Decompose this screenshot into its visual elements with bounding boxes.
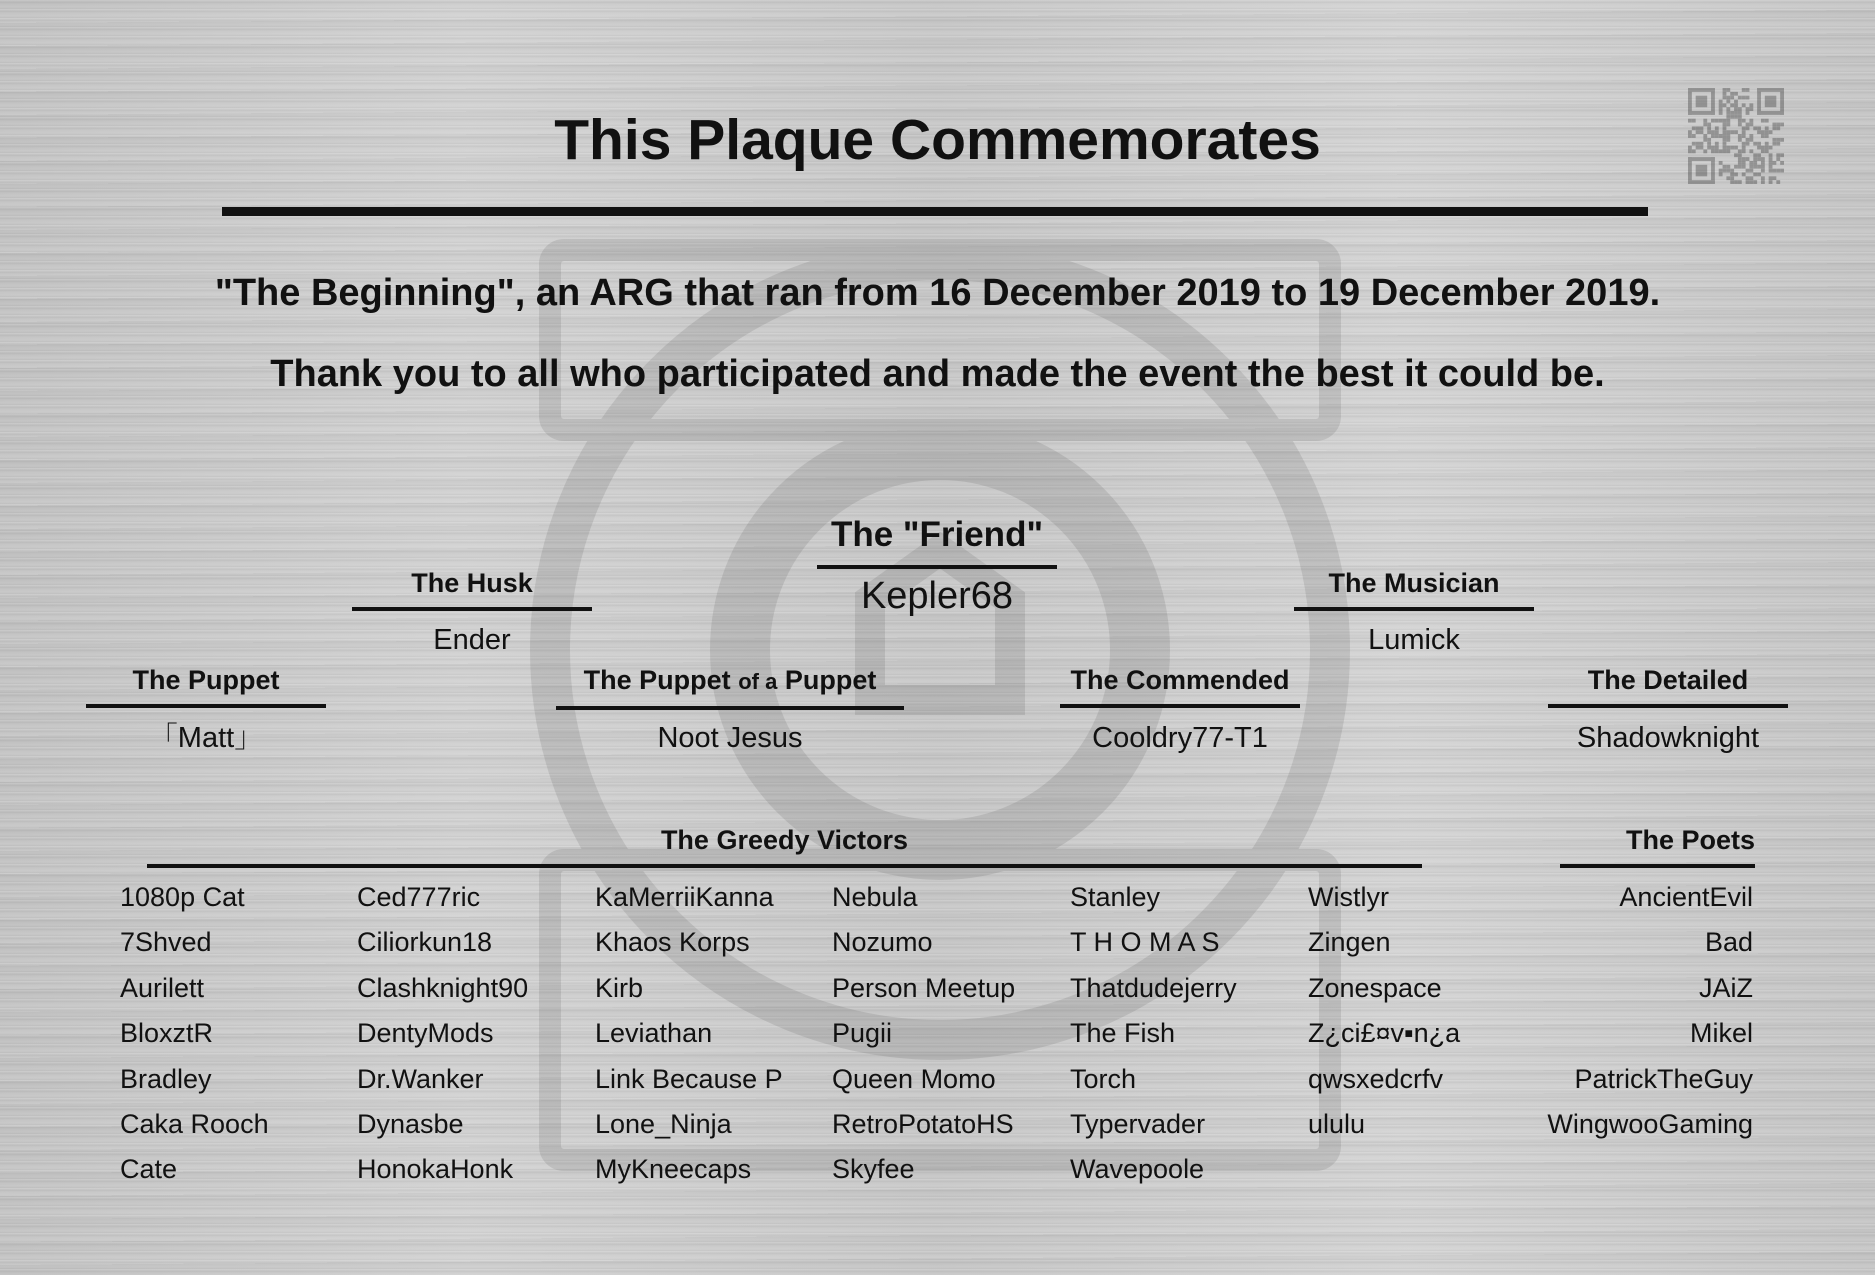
participant-name: Nozumo	[832, 927, 933, 958]
participant-name: Zingen	[1308, 927, 1391, 958]
role-name-musician: Lumick	[1368, 624, 1460, 656]
participant-name: ululu	[1308, 1108, 1366, 1139]
participant-name: Zonespace	[1308, 972, 1442, 1003]
participant-name: Caka Rooch	[120, 1108, 269, 1139]
participant-name: MyKneecaps	[595, 1154, 752, 1185]
role-name-commended: Cooldry77-T1	[1092, 722, 1268, 754]
participant-name: KaMerriiKanna	[595, 882, 774, 912]
role-name-puppet: 「Matt」	[148, 722, 264, 754]
poets-column	[1480, 875, 1753, 1147]
title-divider	[222, 207, 1648, 216]
greedy-victors-column	[120, 875, 269, 1193]
participant-name: Torch	[1070, 1063, 1137, 1094]
role-name-friend: Kepler68	[860, 575, 1014, 617]
section-title-greedy-victors: The Greedy Victors	[147, 823, 1422, 868]
poet-name: WingwooGaming	[1547, 1108, 1753, 1139]
role-title-part: of a	[738, 669, 778, 694]
participant-name: Dynasbe	[357, 1108, 464, 1139]
participant-name: Lone_Ninja	[595, 1108, 732, 1139]
greedy-victors-column	[357, 875, 528, 1193]
participant-name: Thatdudejerry	[1070, 972, 1237, 1003]
role-title-musician: The Musician	[1294, 566, 1534, 611]
participant-name: Z¿ci£¤v▪n¿a	[1308, 1018, 1461, 1049]
poet-name: Mikel	[1689, 1018, 1753, 1049]
greedy-victors-column	[1308, 875, 1460, 1147]
poet-name: Bad	[1704, 927, 1753, 958]
participant-name: Ciliorkun18	[357, 927, 493, 958]
poet-name: PatrickTheGuy	[1574, 1063, 1753, 1094]
participant-name: The Fish	[1070, 1018, 1176, 1049]
participant-name: T H O M A S	[1070, 927, 1220, 958]
participant-name: Nebula	[832, 882, 918, 912]
participant-name: 7Shved	[120, 927, 212, 958]
greedy-victors-column	[832, 875, 1015, 1193]
participant-name: HonokaHonk	[357, 1154, 514, 1185]
participant-name: Dr.Wanker	[357, 1063, 484, 1094]
participant-name: Ced777ric	[357, 882, 481, 912]
participant-name: RetroPotatoHS	[832, 1108, 1014, 1139]
page-title: This Plaque Commemorates	[554, 108, 1321, 172]
participant-name: qwsxedcrfv	[1308, 1063, 1444, 1094]
role-title-husk: The Husk	[352, 566, 592, 611]
role-title-part: Puppet	[784, 665, 877, 695]
participant-name: Skyfee	[832, 1154, 915, 1185]
role-title-puppet-of-a-puppet	[556, 663, 904, 710]
role-name-detailed: Shadowknight	[1576, 722, 1760, 754]
participant-name: Stanley	[1070, 882, 1161, 912]
participant-name: Aurilett	[120, 972, 205, 1003]
participant-name: Bradley	[120, 1063, 212, 1094]
participant-name: Pugii	[832, 1018, 893, 1049]
participant-name: Person Meetup	[832, 972, 1016, 1003]
participant-name: Cate	[120, 1154, 178, 1185]
role-name-husk: Ender	[433, 624, 511, 656]
participant-name: Leviathan	[595, 1018, 713, 1049]
role-title-puppet: The Puppet	[86, 663, 326, 708]
participant-name: BloxztR	[120, 1018, 214, 1049]
section-title-poets: The Poets	[1560, 823, 1755, 868]
poet-name: AncientEvil	[1619, 882, 1753, 912]
thank-you-message: Thank you to all who participated and made the event the best it could be.	[270, 353, 1605, 395]
participant-name: Khaos Korps	[595, 927, 750, 958]
participant-name: DentyMods	[357, 1018, 494, 1049]
role-title-friend: The "Friend"	[817, 515, 1057, 569]
role-title-commended: The Commended	[1060, 663, 1300, 708]
participant-name: Link Because P	[595, 1063, 783, 1094]
greedy-victors-column	[595, 875, 783, 1193]
participant-name: Clashknight90	[357, 972, 529, 1003]
participant-name: Wistlyr	[1308, 882, 1389, 912]
participant-name: Queen Momo	[832, 1063, 996, 1094]
role-title-part: The Puppet	[583, 665, 731, 695]
participant-name: Typervader	[1070, 1108, 1206, 1139]
role-title-detailed: The Detailed	[1548, 663, 1788, 708]
participant-name: 1080p Cat	[120, 882, 245, 912]
participant-name: Kirb	[595, 972, 644, 1003]
participant-name: Wavepoole	[1070, 1154, 1205, 1185]
poet-name: JAiZ	[1699, 972, 1753, 1003]
event-description: "The Beginning", an ARG that ran from 16 December 2019 to 19 December 2019.	[214, 272, 1661, 314]
greedy-victors-column	[1070, 875, 1237, 1193]
role-name-puppet-of-a-puppet: Noot Jesus	[657, 722, 803, 754]
